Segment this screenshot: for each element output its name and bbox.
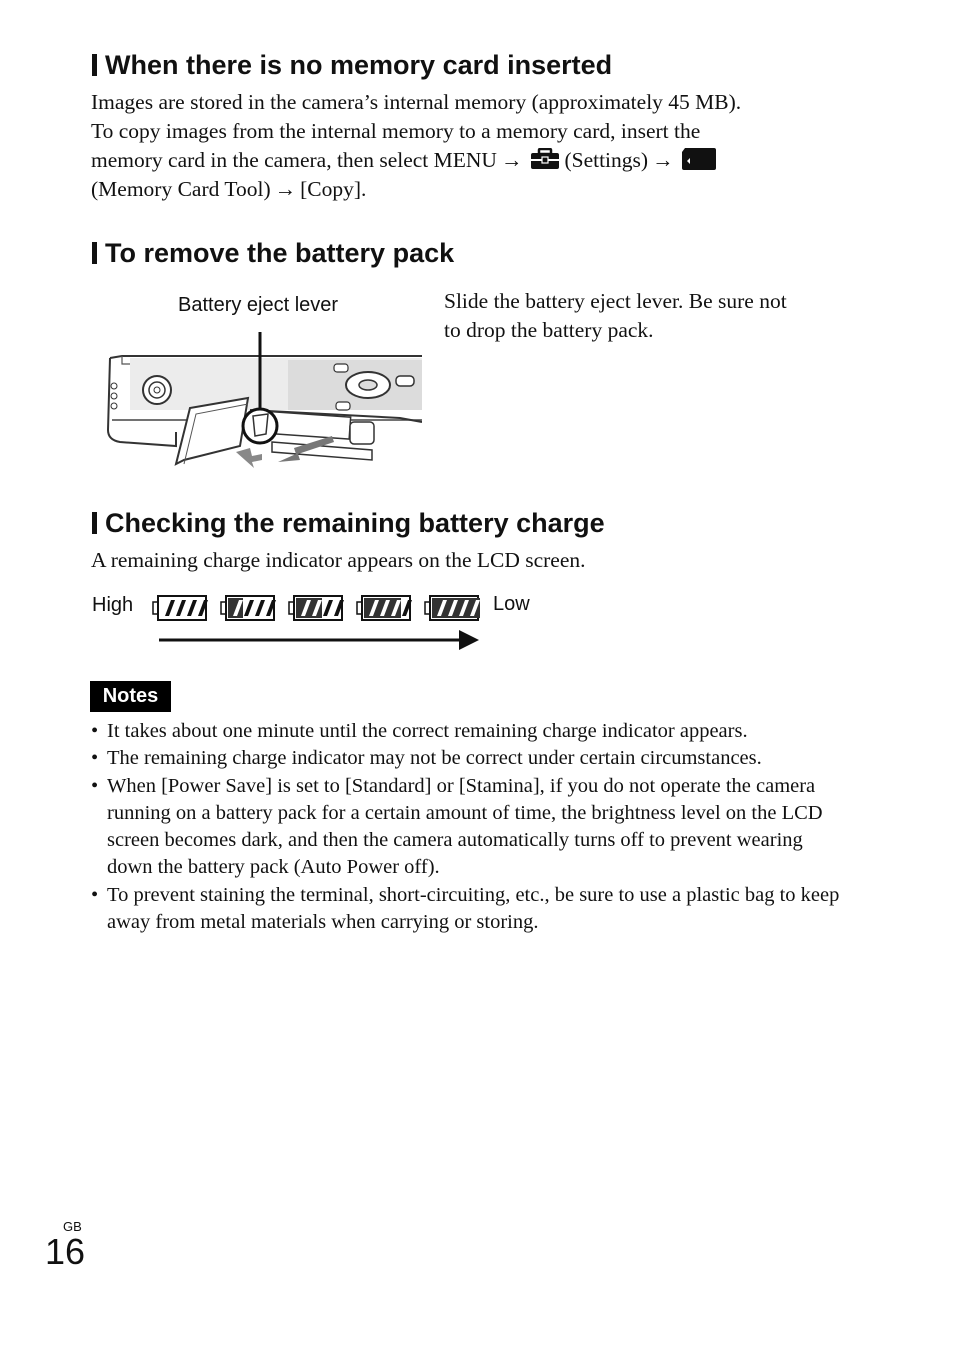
notes-badge: Notes — [90, 681, 171, 712]
section-title-remove-battery — [92, 237, 454, 269]
section-title-text: When there is no memory card inserted — [105, 50, 613, 80]
battery-eject-lever-label: Battery eject lever — [178, 294, 339, 316]
battery-level-0-icon — [424, 594, 480, 622]
notes-list — [90, 718, 850, 936]
settings-label: (Settings) — [564, 148, 649, 172]
heading-marker — [92, 54, 97, 76]
page-language-code: GB — [63, 1219, 82, 1234]
eject-lever-highlight — [243, 409, 277, 443]
section-title-text: To remove the battery pack — [105, 238, 455, 268]
page-number: 16 — [45, 1231, 86, 1272]
note-item: • When [Power Save] is set to [Standard] or [Stamina], if you do not operate the camera running on a battery pack for a certain amount of time, the brightness level on the LCD screen becomes dark, and then the camera automatically turns off to prevent wearing down the battery pack (Auto Power off). — [90, 773, 850, 882]
battery-level-3-icon — [220, 594, 276, 622]
text-line — [91, 146, 741, 175]
note-item: • The remaining charge indicator may not be correct under certain circumstances. — [90, 745, 850, 772]
heading-marker — [92, 512, 97, 534]
heading-marker — [92, 242, 97, 264]
battery-level-4-icon — [152, 594, 208, 622]
text-line — [91, 175, 741, 204]
text-line: Slide the battery eject lever. Be sure not — [444, 289, 787, 313]
charge-low-label: Low — [493, 593, 530, 615]
section-title-battery-charge — [92, 507, 605, 539]
menu-path-text: memory card in the camera, then select MENU — [91, 148, 497, 172]
battery-level-2-icon — [288, 594, 344, 622]
camera-battery-illustration — [100, 330, 422, 470]
section2-paragraph — [444, 287, 787, 345]
note-item: • To prevent staining the terminal, short-circuiting, etc., be sure to use a plastic bag to keep away from metal materials when carrying or storing. — [90, 882, 850, 937]
battery-indicator-row — [152, 594, 487, 624]
memory-card-tool-icon — [682, 148, 716, 170]
section3-paragraph: A remaining charge indicator appears on the LCD screen. — [91, 548, 586, 572]
text-line: to drop the battery pack. — [444, 318, 654, 342]
section1-paragraph — [91, 88, 741, 204]
arrow-right-icon: → — [274, 177, 297, 201]
copy-label: [Copy]. — [300, 177, 367, 201]
note-item: • It takes about one minute until the correct remaining charge indicator appears. — [90, 718, 850, 745]
section-title-text: Checking the remaining battery charge — [105, 508, 605, 538]
arrow-right-icon: → — [500, 148, 523, 172]
arrow-right-icon: → — [652, 148, 674, 172]
charge-direction-arrow-icon — [157, 628, 481, 652]
text-line: To copy images from the internal memory to a memory card, insert the — [91, 119, 701, 143]
tripod-socket-icon — [143, 376, 171, 404]
section-title-no-memory-card — [92, 49, 612, 81]
settings-toolbox-icon — [530, 148, 560, 170]
battery-level-1-icon — [356, 594, 412, 622]
charge-high-label: High — [92, 594, 134, 616]
memory-card-tool-label: (Memory Card Tool) — [91, 177, 271, 201]
text-line: Images are stored in the camera’s internal memory (approximately 45 MB). — [91, 90, 742, 114]
